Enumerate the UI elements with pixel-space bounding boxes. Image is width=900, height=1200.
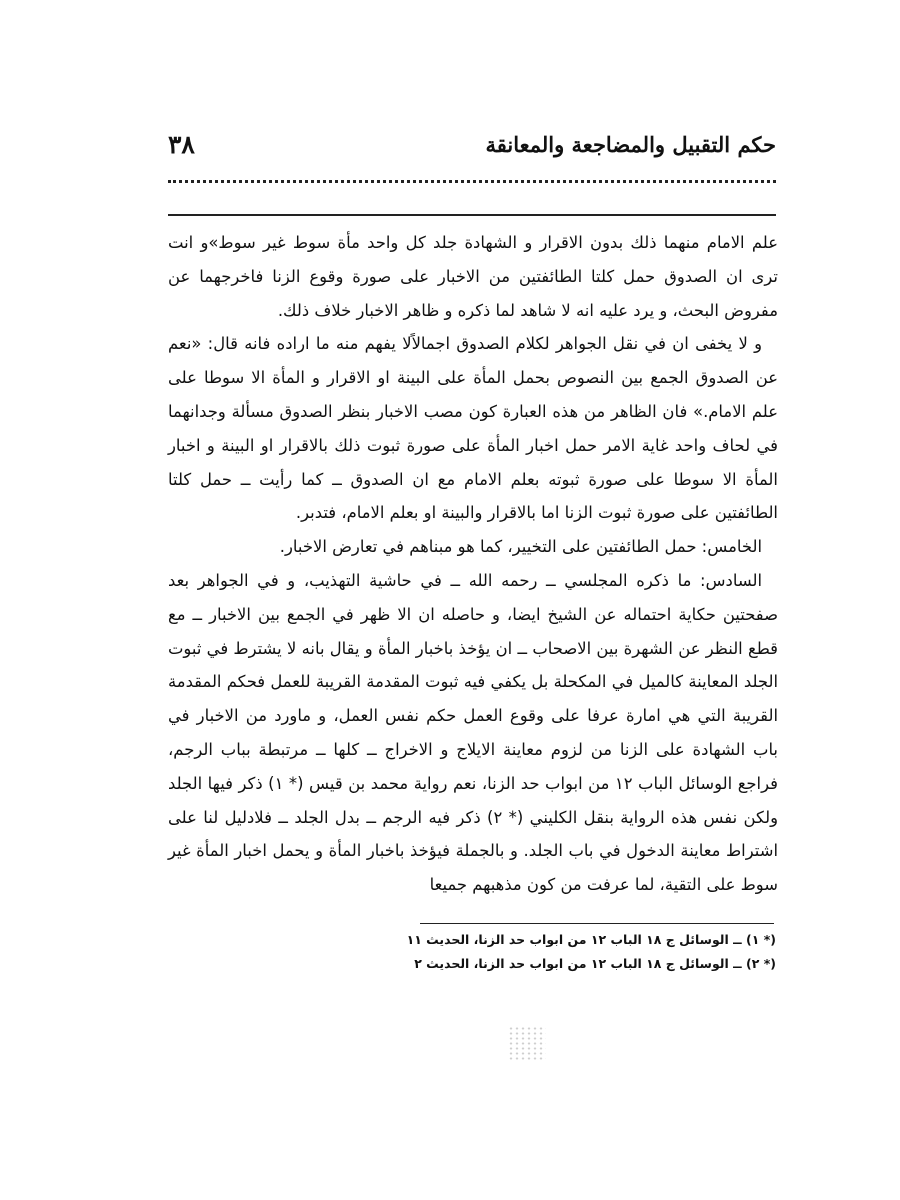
dotted-divider [168, 180, 776, 183]
paragraph: و لا يخفى ان في نقل الجواهر لكلام الصدوق اجمالاًلا يفهم منه ما اراده فانه قال: «نعم عن الصدوق الجمع بين النصوص بحمل المأة على البينة او الاقرار و المأة الا سوطا على علم الامام.» فان الظاهر من هذه العبارة كون مصب الاخبار بنظر الصدوق مسألة وجدانهما في لحاف واحد غاية الامر حمل اخبار المأة على صورة ثبوت ذلك بالاقرار او البينة و اخبار المأة الا سوطا على صورة ثبوته بعلم الامام مع ان الصدوق ــ كما رأيت ــ حمل كلتا الطائفتين على صورة ثبوت الزنا اما بالاقرار والبينة او بعلم الامام، فتدبر. [168, 334, 778, 523]
page-header [168, 124, 776, 164]
body-text [168, 226, 778, 902]
paragraph: الخامس: حمل الطائفتين على التخيير، كما هو مبناهم في تعارض الاخبار. [279, 537, 762, 557]
running-title: حكم التقبيل والمضاجعة والمعانقة [485, 131, 776, 157]
paragraph: علم الامام منهما ذلك بدون الاقرار و الشهادة جلد كل واحد مأة سوط غير سوط»و انت ترى ان الصدوق حمل كلتا الطائفتين من الاخبار على صورة وقوع الزنا فاخرجهما عن مفروض البحث، و يرد عليه انه لا شاهد لما ذكره و ظاهر الاخبار خلاف ذلك. [168, 233, 778, 320]
page-number: ٣٨ [168, 129, 195, 159]
footnotes [300, 928, 776, 976]
header-divider [168, 214, 776, 216]
footnote: (* ١) ــ الوسائل ج ١٨ الباب ١٢ من ابواب حد الزنا، الحديث ١١ [406, 932, 776, 947]
footnote-divider [420, 923, 774, 924]
paragraph: السادس: ما ذكره المجلسي ــ رحمه الله ــ في حاشية التهذيب، و في الجواهر بعد صفحتين حكاية احتماله عن الشيخ ايضا، و حاصله ان الا ظهر في الجمع بين الاخبار ــ مع قطع النظر عن الشهرة بين الاصحاب ــ ان يؤخذ باخبار المأة و يقال بانه لا يشترط في ثبوت الجلد المعاينة كالميل في المكحلة بل يكفي فيه ثبوت المقدمة القريبة للعمل فحكم المقدمة القريبة التي هي امارة عرفا على وقوع العمل حكم نفس العمل، و ماورد من الاخبار في باب الشهادة على الزنا من لزوم معاينة الايلاج و الاخراج ــ كلها ــ مرتبطة بباب الرجم، فراجع الوسائل الباب ١٢ من ابواب حد الزنا، نعم رواية محمد بن قيس (* ١) ذكر فيها الجلد ولكن نفس هذه الرواية بنقل الكليني (* ٢) ذكر فيه الرجم ــ بدل الجلد ــ فلادليل لنا على اشتراط معاينة الدخول في باب الجلد. و بالجملة فيؤخذ باخبار المأة و يحمل اخبار المأة غير سوط على التقية، لما عرفت من كون مذهبهم جميعا [168, 570, 778, 895]
scan-noise [508, 1026, 546, 1062]
footnote: (* ٢) ــ الوسائل ج ١٨ الباب ١٢ من ابواب حد الزنا، الحديث ٢ [414, 956, 776, 971]
